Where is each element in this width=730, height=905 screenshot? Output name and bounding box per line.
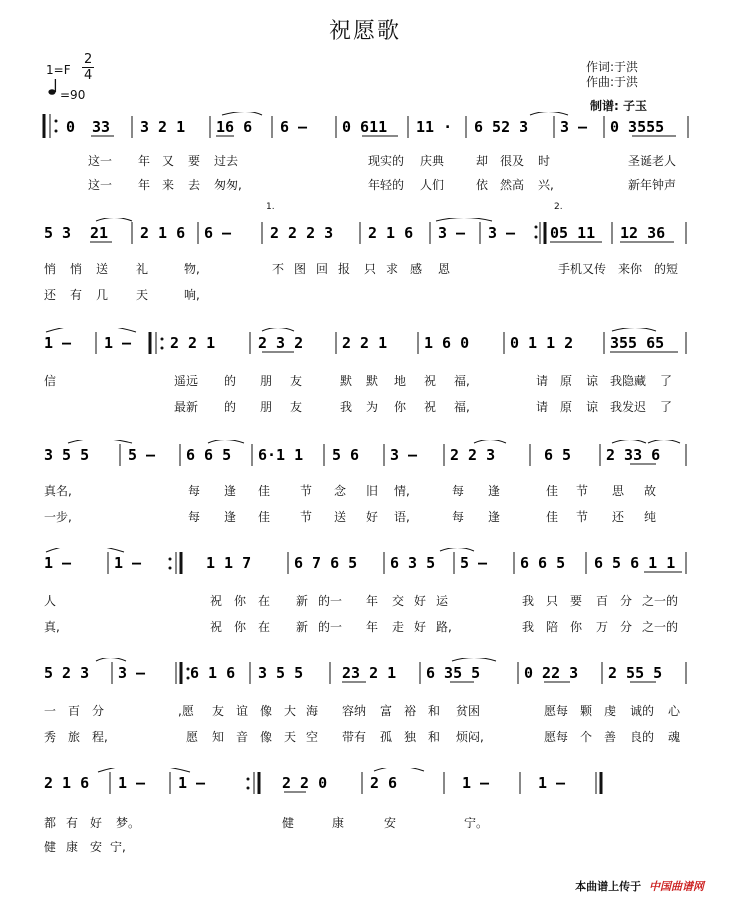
svg-text:2 2 3: 2 2 3 — [450, 446, 496, 464]
notation-line-5 — [0, 548, 730, 588]
credits — [586, 60, 638, 90]
svg-text:6·1 1: 6·1 1 — [258, 446, 304, 464]
svg-text:6 5 6 1 1: 6 5 6 1 1 — [594, 554, 676, 572]
site-logo-text[interactable]: 中国曲谱网 — [649, 880, 704, 893]
key-signature: 1=F — [46, 63, 71, 77]
svg-text:3 5 5: 3 5 5 — [44, 446, 90, 464]
notation-line-6 — [0, 658, 730, 698]
lyrics-verse-2: 这一 年 来 去 匆匆, 年轻的 人们 依 然高 兴, 新年钟声 — [88, 178, 677, 192]
footer-text: 本曲谱上传于 — [575, 880, 642, 893]
svg-text:1 –: 1 – — [178, 774, 206, 792]
svg-text:33: 33 — [92, 118, 111, 136]
svg-text:5 –: 5 – — [460, 554, 488, 572]
svg-text:5 6: 5 6 — [332, 446, 360, 464]
svg-text:3 2 1: 3 2 1 — [140, 118, 186, 136]
svg-text:12 36: 12 36 — [620, 224, 666, 242]
svg-text:3 –: 3 – — [390, 446, 418, 464]
svg-text:3 –: 3 – — [118, 664, 146, 682]
svg-text:2 3 2: 2 3 2 — [258, 334, 304, 352]
svg-text:2 1 6: 2 1 6 — [368, 224, 414, 242]
svg-text:6 6 5: 6 6 5 — [186, 446, 232, 464]
notation-line-1 — [0, 112, 730, 152]
notation-line-2 — [0, 218, 730, 258]
svg-text:2 1 6: 2 1 6 — [44, 774, 90, 792]
svg-text:1 –: 1 – — [114, 554, 142, 572]
svg-text:2 33 6: 2 33 6 — [606, 446, 661, 464]
svg-text:16 6: 16 6 — [216, 118, 253, 136]
svg-text:1 –: 1 – — [44, 554, 72, 572]
lyrics-verse-2: 最新 的 朋 友 我 为 你 祝 福, 请 原 谅 我发迟 了 — [174, 400, 673, 414]
lyrics-verse-1: 一 百 分 ,愿 友 谊 像 大 海 容纳 富 裕 和 贫困 愿每 颗 虔 诚的 心 — [44, 704, 681, 718]
svg-text:1 6 0: 1 6 0 — [424, 334, 470, 352]
svg-text:0 3555: 0 3555 — [610, 118, 665, 136]
svg-text:5 –: 5 – — [128, 446, 156, 464]
svg-text:1 1 7: 1 1 7 — [206, 554, 252, 572]
svg-text:2 2 0: 2 2 0 — [282, 774, 328, 792]
quarter-note-icon — [48, 78, 58, 96]
svg-text:11 ·: 11 · — [416, 118, 453, 136]
svg-text:6 52 3: 6 52 3 — [474, 118, 529, 136]
lyrics-verse-2: 还 有 几 天 响, — [44, 288, 200, 302]
time-signature-bottom: 4 — [84, 68, 93, 83]
svg-text:6 6 5: 6 6 5 — [520, 554, 566, 572]
svg-text:1 –: 1 – — [118, 774, 146, 792]
svg-text:6 –: 6 – — [280, 118, 308, 136]
arranger: 制谱: 子玉 — [590, 99, 647, 113]
svg-text:05 11: 05 11 — [550, 224, 596, 242]
notation-line-3 — [0, 328, 730, 368]
svg-text:5 2 3: 5 2 3 — [44, 664, 90, 682]
lyrics-verse-1: 真名, 每 逢 佳 节 念 旧 情, 每 逢 佳 节 思 故 — [44, 484, 657, 498]
svg-text:6 35 5: 6 35 5 — [426, 664, 481, 682]
svg-text:1 –: 1 – — [538, 774, 566, 792]
lyrics-verse-2: 秀 旅 程, 愿 知 音 像 天 空 带有 孤 独 和 烦闷, 愿每 个 善 良的 魂 — [44, 730, 681, 744]
svg-text:0 22 3: 0 22 3 — [524, 664, 579, 682]
tempo-marking: =90 — [60, 88, 86, 102]
lyrics-verse-2: 真, 祝 你 在 新 的一 年 走 好 路, 我 陪 你 万 分 之一的 — [44, 620, 679, 634]
svg-text:0 611: 0 611 — [342, 118, 388, 136]
notation-line-7 — [0, 768, 730, 808]
svg-text:1 –: 1 – — [104, 334, 132, 352]
svg-text:1 –: 1 – — [462, 774, 490, 792]
composer: 作曲:于洪 — [586, 75, 639, 89]
svg-text:3 –: 3 – — [488, 224, 516, 242]
svg-text:6 3 5: 6 3 5 — [390, 554, 436, 572]
notation-line-4 — [0, 440, 730, 480]
svg-text:2 6: 2 6 — [370, 774, 398, 792]
time-signature-top: 2 — [84, 52, 93, 67]
lyrics-verse-1: 人 祝 你 在 新 的一 年 交 好 运 我 只 要 百 分 之一的 — [44, 594, 679, 608]
volta-2-label: 2. — [554, 202, 563, 212]
lyrics-verse-1: 信 遥远 的 朋 友 默 默 地 祝 福, 请 原 谅 我隐藏 了 — [44, 374, 673, 388]
svg-text:355 65: 355 65 — [610, 334, 665, 352]
svg-text:6 5: 6 5 — [544, 446, 572, 464]
svg-text:6 7 6 5: 6 7 6 5 — [294, 554, 358, 572]
svg-text:1 –: 1 – — [44, 334, 72, 352]
lyrics-verse-1: 悄 悄 送 礼 物, 不 图 回 报 只 求 感 恩 手机又传 来你 的短 — [44, 262, 679, 276]
svg-text:2 2 1: 2 2 1 — [170, 334, 216, 352]
lyrics-verse-2: 一步, 每 逢 佳 节 送 好 语, 每 逢 佳 节 还 纯 — [44, 510, 657, 524]
lyrics-verse-2: 健 康 安 宁, — [44, 840, 126, 854]
svg-text:2 55 5: 2 55 5 — [608, 664, 663, 682]
svg-text:2 1 6: 2 1 6 — [140, 224, 186, 242]
lyricist: 作词:于洪 — [586, 60, 639, 74]
svg-text:5 3: 5 3 — [44, 224, 72, 242]
lyrics-verse-1: 都 有 好 梦。 健 康 安 宁。 — [44, 816, 489, 830]
svg-text:3 –: 3 – — [560, 118, 588, 136]
svg-text:6 –: 6 – — [204, 224, 232, 242]
volta-1-label: 1. — [266, 202, 275, 212]
svg-text:0 1 1 2: 0 1 1 2 — [510, 334, 574, 352]
svg-text:23 2 1: 23 2 1 — [342, 664, 397, 682]
svg-text:6 1 6: 6 1 6 — [190, 664, 236, 682]
upload-footer — [575, 878, 704, 894]
svg-text:2 2 1: 2 2 1 — [342, 334, 388, 352]
lyrics-verse-1: 这一 年 又 要 过去 现实的 庆典 却 很及 时 圣诞老人 — [88, 154, 677, 168]
svg-text:3 –: 3 – — [438, 224, 466, 242]
svg-text:0: 0 — [66, 118, 76, 136]
svg-text:3 5 5: 3 5 5 — [258, 664, 304, 682]
svg-text:21: 21 — [90, 224, 109, 242]
song-title: 祝愿歌 — [328, 19, 401, 44]
svg-text:2 2 2 3: 2 2 2 3 — [270, 224, 334, 242]
